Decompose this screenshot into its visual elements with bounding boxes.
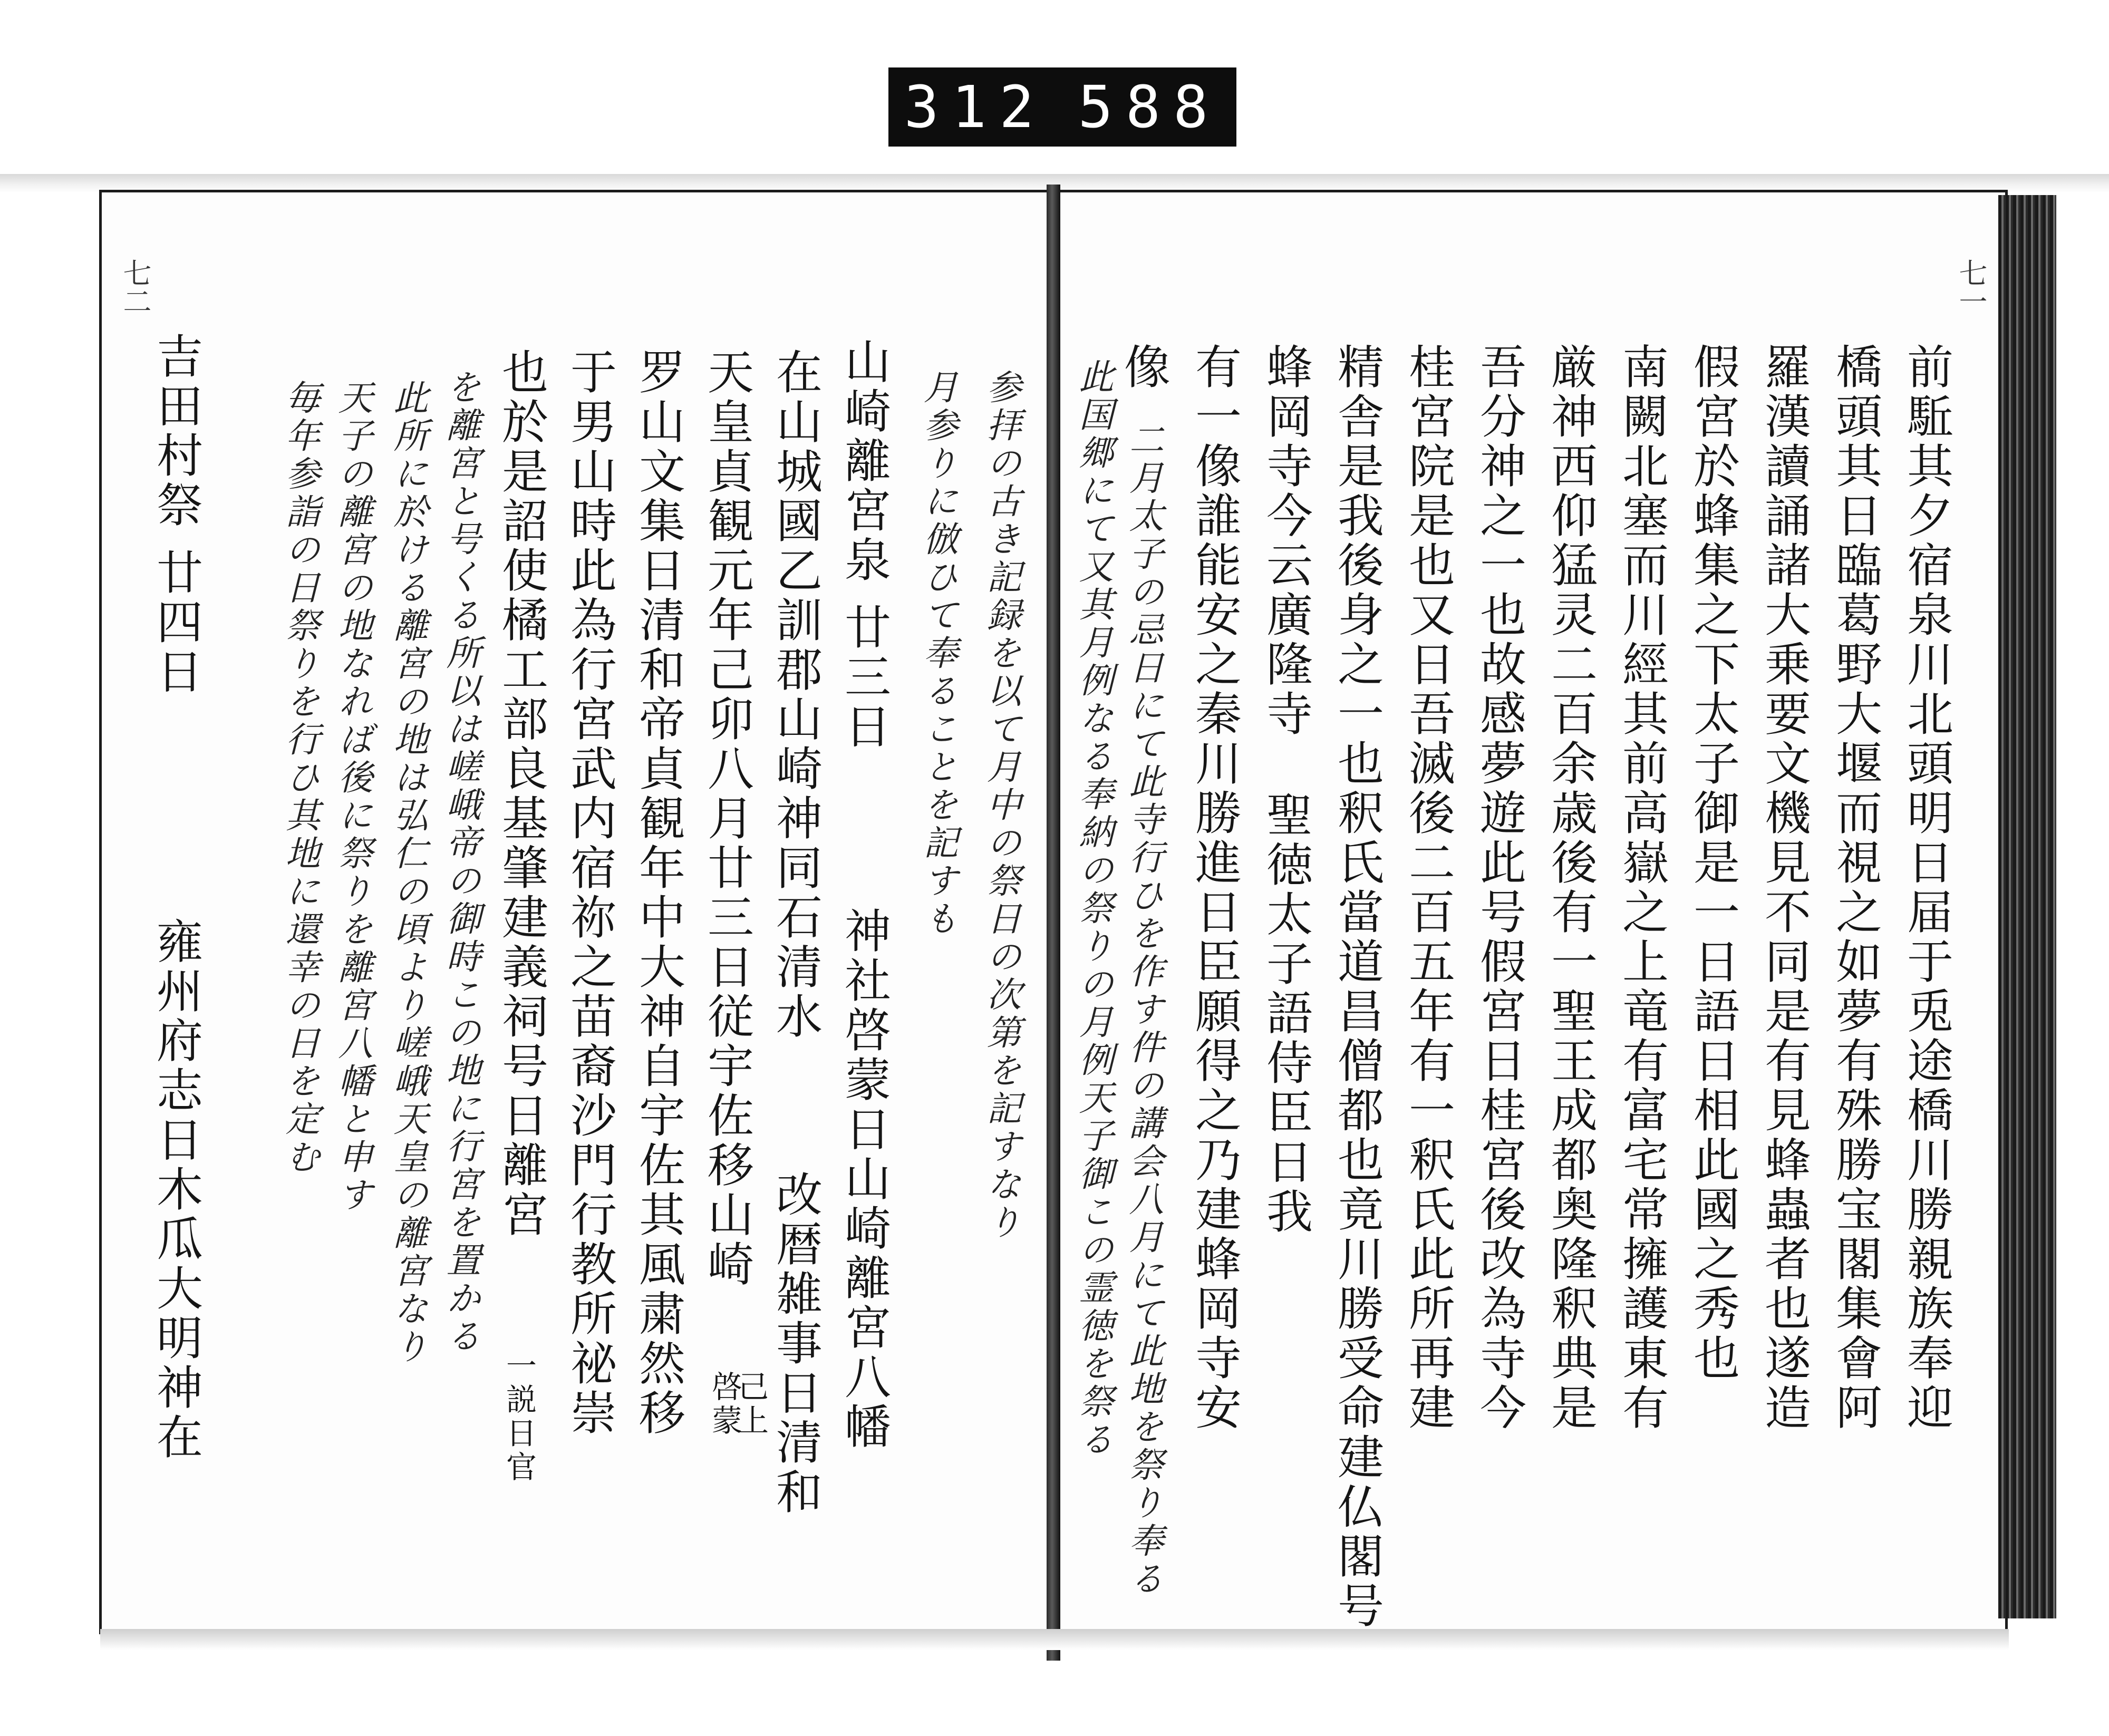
left-annot-kamijo: 己上 bbox=[733, 1371, 769, 1438]
left-col-10: 天子の離宮の地なれば後に祭りを離宮八幡と申す bbox=[332, 380, 373, 1215]
left-col-3: 在山城國乙訓郡山崎神同石清水 bbox=[769, 348, 823, 1042]
right-col-7: 吾分神之一也故感夢遊此号假宮日桂宮後改為寺今 bbox=[1473, 343, 1527, 1433]
right-col-10: 蜂岡寺今云廣隆寺 bbox=[1259, 343, 1313, 739]
right-col-2: 橋頭其日臨葛野大堰而視之如夢有殊勝宝閣集會阿 bbox=[1829, 343, 1883, 1433]
left-col-11: 毎年参詣の日祭りを行ひ其地に還幸の日を定む bbox=[279, 380, 320, 1177]
right-col-10b: 聖徳太子語侍臣日我 bbox=[1259, 791, 1313, 1237]
label-right-number: 588 bbox=[1078, 73, 1221, 141]
left-folio: 七二 bbox=[119, 258, 152, 315]
right-col-4: 假宮於蜂集之下太子御是一日語日相此國之秀也 bbox=[1686, 343, 1740, 1383]
book-gutter bbox=[1047, 185, 1060, 1661]
left-heading-yamazaki: 山崎離宮泉 廿三日 bbox=[837, 337, 892, 752]
right-col-8: 桂宮院是也又日吾滅後二百五年有一釈氏此所再建 bbox=[1401, 343, 1456, 1433]
right-folio: 七一 bbox=[1955, 258, 1988, 315]
left-col-5: 罗山文集日清和帝貞観年中大神自宇佐其風粛然移 bbox=[632, 348, 686, 1438]
left-col-8: を離宮と号くる所以は嵯峨帝の御時この地に行宮を置かる bbox=[440, 369, 481, 1356]
right-col-3: 羅漢讀誦諸大乗要文機見不同是有見蜂蟲者也遂造 bbox=[1757, 343, 1812, 1433]
left-annot-keimo: 啓蒙 bbox=[707, 1371, 742, 1438]
left-col-1: 参拝の古き記録を以て月中の祭日の次第を記すなり bbox=[981, 369, 1021, 1242]
archive-label bbox=[888, 67, 1236, 147]
page-edge-stack bbox=[1998, 195, 2056, 1618]
right-col-5: 南闕北塞而川經其前高嶽之上竜有富宅常擁護東有 bbox=[1615, 343, 1669, 1433]
right-col-6: 厳神西仰猛灵二百余歳後有一聖王成都奥隆釈典是 bbox=[1544, 343, 1598, 1433]
scan-bottom-shadow bbox=[100, 1629, 2009, 1650]
left-col-2: 月参りに倣ひて奉ることを記すも bbox=[917, 369, 958, 938]
left-heading-yoshida: 吉田村祭 廿四日 bbox=[149, 332, 204, 697]
left-col-9: 此所に於ける離宮の地は弘仁の頃より嵯峨天皇の離宮なり bbox=[388, 380, 428, 1366]
left-col-4: 天皇貞観元年己卯八月廿三日従宇佐移山崎 bbox=[700, 348, 754, 1289]
left-col-6: 于男山時此為行宮武内宿祢之苗裔沙門行教所祕崇 bbox=[563, 348, 617, 1438]
right-col-1: 前駈其夕宿泉川北頭明日届于兎途橋川勝親族奉迎 bbox=[1900, 343, 1954, 1433]
right-col-9: 精舎是我後身之一也釈氏當道昌僧都也竟川勝受命建仏閣号 bbox=[1330, 343, 1385, 1631]
left-annot-kaireki: 改暦雑事日清和 bbox=[769, 1170, 823, 1517]
label-left-number: 312 bbox=[904, 73, 1047, 141]
right-col-12: 像 bbox=[1117, 343, 1171, 392]
left-annot-shrine: 神社啓蒙日山崎離宮八幡 bbox=[837, 907, 892, 1452]
right-col-12-cursive: 二月太子の忌日にて此寺行ひを作す件の講会八月にて此地を祭り奉る bbox=[1123, 422, 1164, 1598]
right-col-13-cursive: 此国郷にて又其月例なる奉納の祭りの月例天子御この霊徳を祭る bbox=[1073, 358, 1114, 1459]
left-heading-yoshu: 雍州府志日木瓜大明神在 bbox=[149, 917, 204, 1462]
left-annot-ichisetsu: 一説日官 bbox=[501, 1350, 537, 1485]
right-col-11: 有一像誰能安之秦川勝進日臣願得之乃建蜂岡寺安 bbox=[1188, 343, 1242, 1433]
left-col-7: 也於是詔使橘工部良基肇建義祠号日離宮 bbox=[495, 348, 549, 1240]
